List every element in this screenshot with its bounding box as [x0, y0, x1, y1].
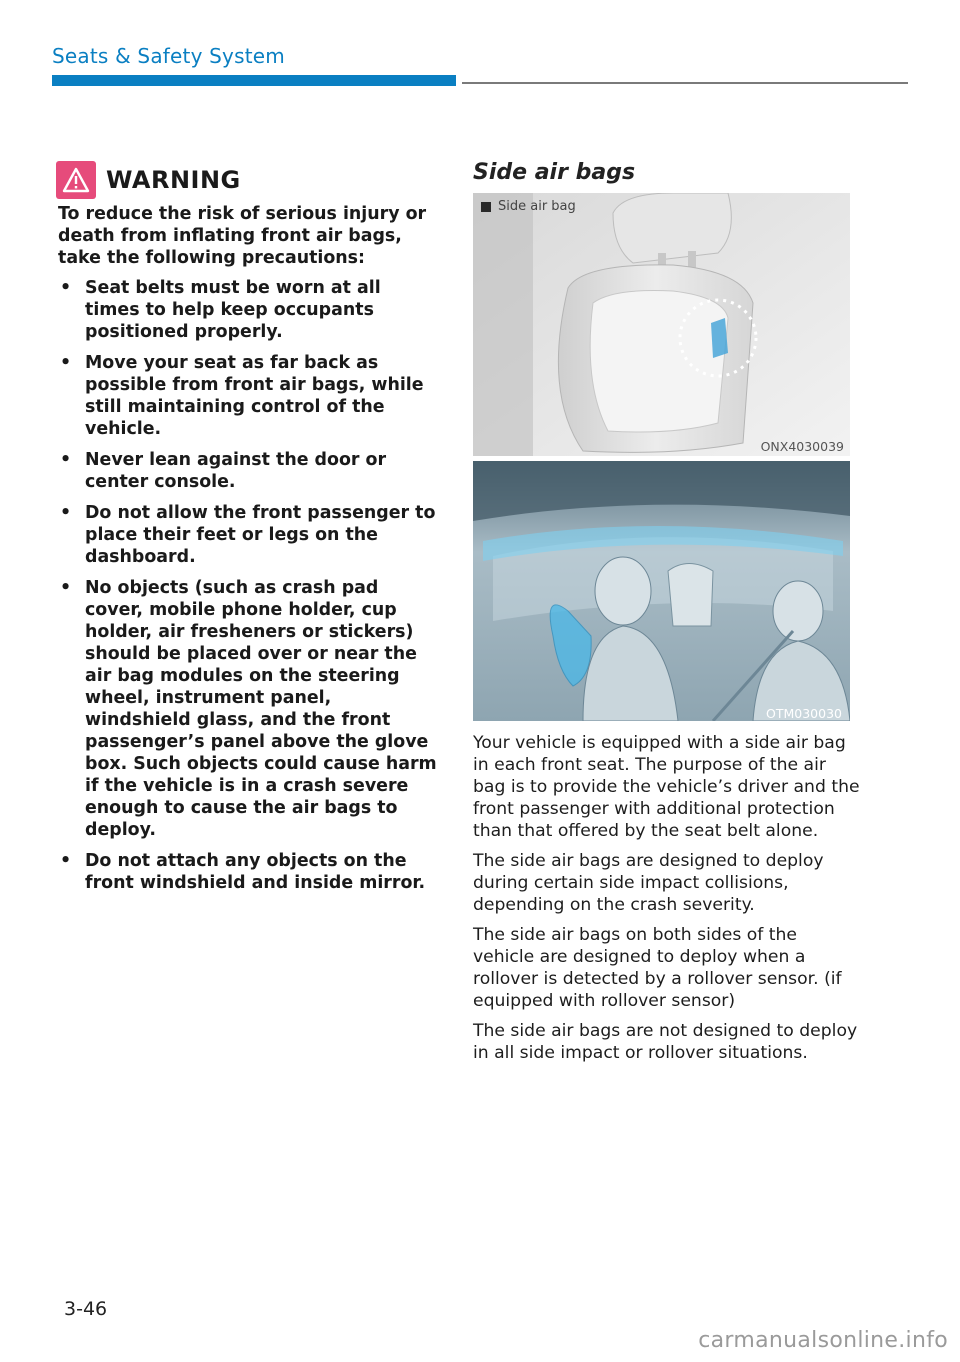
paragraph: The side air bags are designed to deploy during certain side impact collisions, depending on the crash severity. [473, 851, 824, 915]
figure-code: OTM030030 [766, 706, 842, 721]
warning-icon [56, 161, 96, 199]
paragraph: Your vehicle is equipped with a side air bag in each front seat. The purpose of the air bag is to provide the vehicle’s driver and the front passenger with additional protection than that offered by the seat belt alone. [473, 733, 860, 841]
paragraph: The side air bags on both sides of the vehicle are designed to deploy when a rollover is detected by a rollover sensor. (if equipped with rollover sensor) [473, 925, 842, 1011]
section-title: Side air bags [473, 160, 636, 185]
bullet-icon: • [60, 851, 72, 871]
bullet-icon: • [60, 353, 72, 373]
figure-side-air-bag-deployed [473, 461, 850, 721]
list-item: • No objects (such as crash pad cover, mobile phone holder, cup holder, air fresheners or stickers) should be placed over or near the air bag modules on the steering wheel, instrument panel, windshield glass, and the front passenger’s panel above the glove box. Such objects could cause harm if the vehicle is in a crash severe enough to cause the air bags to deploy. [60, 578, 437, 840]
square-bullet-icon [481, 202, 491, 212]
paragraph: The side air bags are not designed to deploy in all side impact or rollover situations. [473, 1021, 858, 1063]
page-number: 3-46 [64, 1298, 108, 1320]
cabin-illustration [473, 461, 850, 721]
header-rule-accent [52, 75, 456, 86]
warning-list [58, 277, 438, 894]
seat-illustration [473, 193, 850, 456]
warning-body [58, 203, 438, 903]
body-text [473, 732, 863, 1072]
list-item: • Do not attach any objects on the front windshield and inside mirror. [60, 851, 426, 893]
warning-label: WARNING [106, 166, 241, 194]
bullet-icon: • [60, 578, 72, 598]
warning-intro: To reduce the risk of serious injury or death from inflating front air bags, take the following precautions: [58, 204, 427, 268]
bullet-icon: • [60, 278, 72, 298]
bullet-icon: • [60, 450, 72, 470]
figure-side-air-bag-seat [473, 193, 850, 456]
list-item: • Never lean against the door or center console. [60, 450, 387, 492]
bullet-icon: • [60, 503, 72, 523]
figure-code: ONX4030039 [760, 439, 844, 454]
list-item: • Move your seat as far back as possible from front air bags, while still maintaining control of the vehicle. [60, 353, 424, 439]
list-item: • Do not allow the front passenger to place their feet or legs on the dashboard. [60, 503, 436, 567]
watermark: carmanualsonline.info [698, 1328, 948, 1353]
section-header: Seats & Safety System [52, 44, 285, 68]
warning-heading [56, 160, 241, 200]
list-item: • Seat belts must be worn at all times to help keep occupants positioned properly. [60, 278, 381, 342]
header-rule [462, 82, 908, 84]
figure-caption: Side air bag [481, 199, 576, 214]
